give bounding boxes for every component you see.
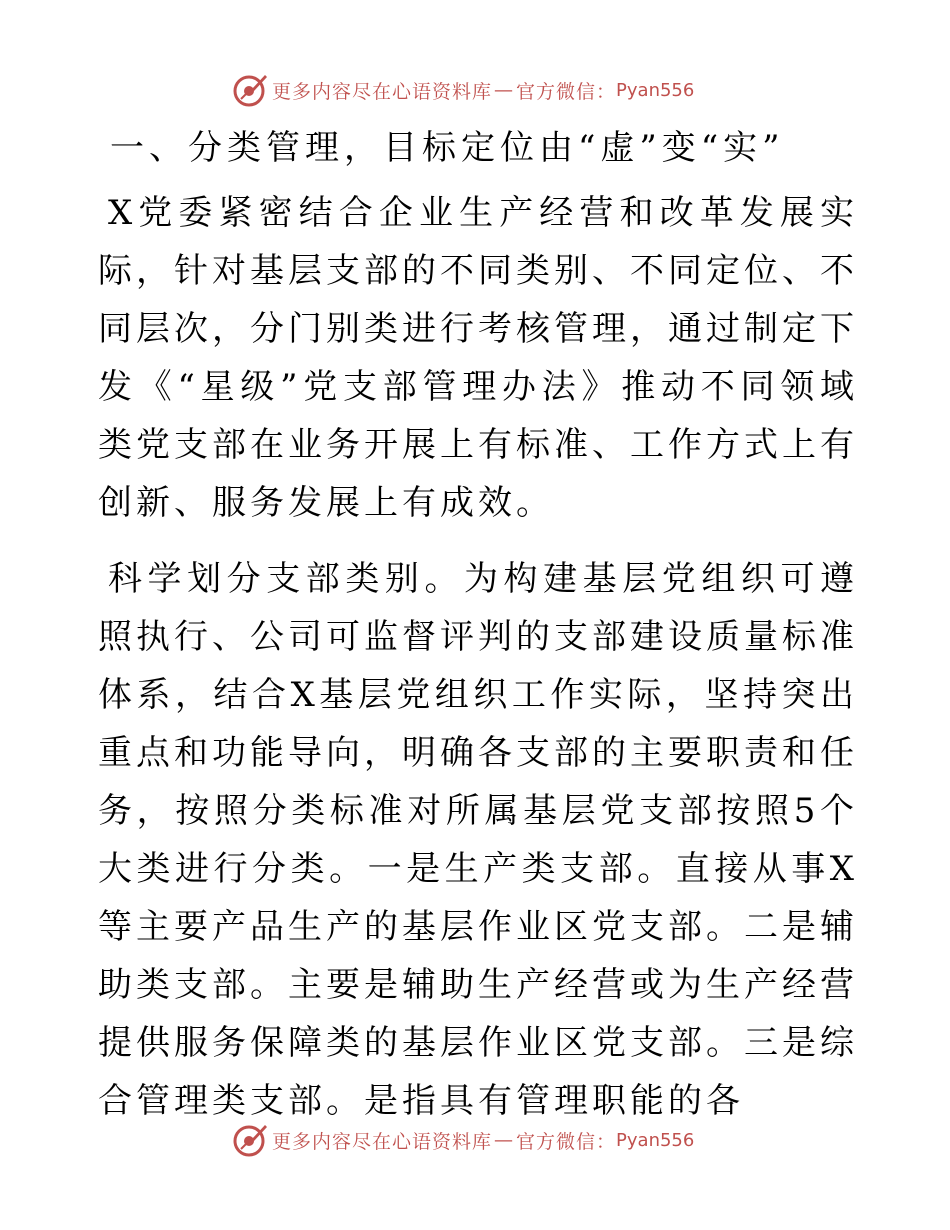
- watermark-site-text: 更多内容尽在心语资料库: [272, 1130, 493, 1153]
- paragraph: X党委紧密结合企业生产经营和改革发展实际，针对基层支部的不同类别、不同定位、不同层次，分门别类进行考核管理，通过制定下发《“星级”党支部管理办法》推动不同领域类党支部在业务开展上有标准、工作方式上有创新、服务发展上有成效。: [98, 193, 858, 523]
- header-watermark: [232, 70, 712, 110]
- watermark-wechat-id: Pyan556: [616, 1129, 695, 1151]
- pen-logo-icon: [232, 1122, 268, 1158]
- watermark-separator: —: [494, 79, 515, 101]
- watermark-wechat-label: 官方微信：: [516, 80, 617, 103]
- watermark-site-text: 更多内容尽在心语资料库: [272, 80, 493, 103]
- document-body: [98, 124, 858, 1148]
- watermark-separator: —: [494, 1129, 515, 1151]
- pen-logo-icon: [232, 72, 268, 108]
- watermark-wechat-id: Pyan556: [616, 79, 695, 101]
- paragraph: 科学划分支部类别。为构建基层党组织可遵照执行、公司可监督评判的支部建设质量标准体系，结合X基层党组织工作实际，坚持突出重点和功能导向，明确各支部的主要职责和任务，按照分类标准对所属基层党支部按照5个大类进行分类。一是生产类支部。直接从事X等主要产品生产的基层作业区党支部。二是辅助类支部。主要是辅助生产经营或为生产经营提供服务保障类的基层作业区党支部。三是综合管理类支部。是指具有管理职能的各: [98, 559, 858, 1121]
- footer-watermark: [232, 1120, 712, 1160]
- section-heading: 一、分类管理，目标定位由“虚”变“实”: [110, 128, 785, 168]
- watermark-wechat-label: 官方微信：: [516, 1130, 617, 1153]
